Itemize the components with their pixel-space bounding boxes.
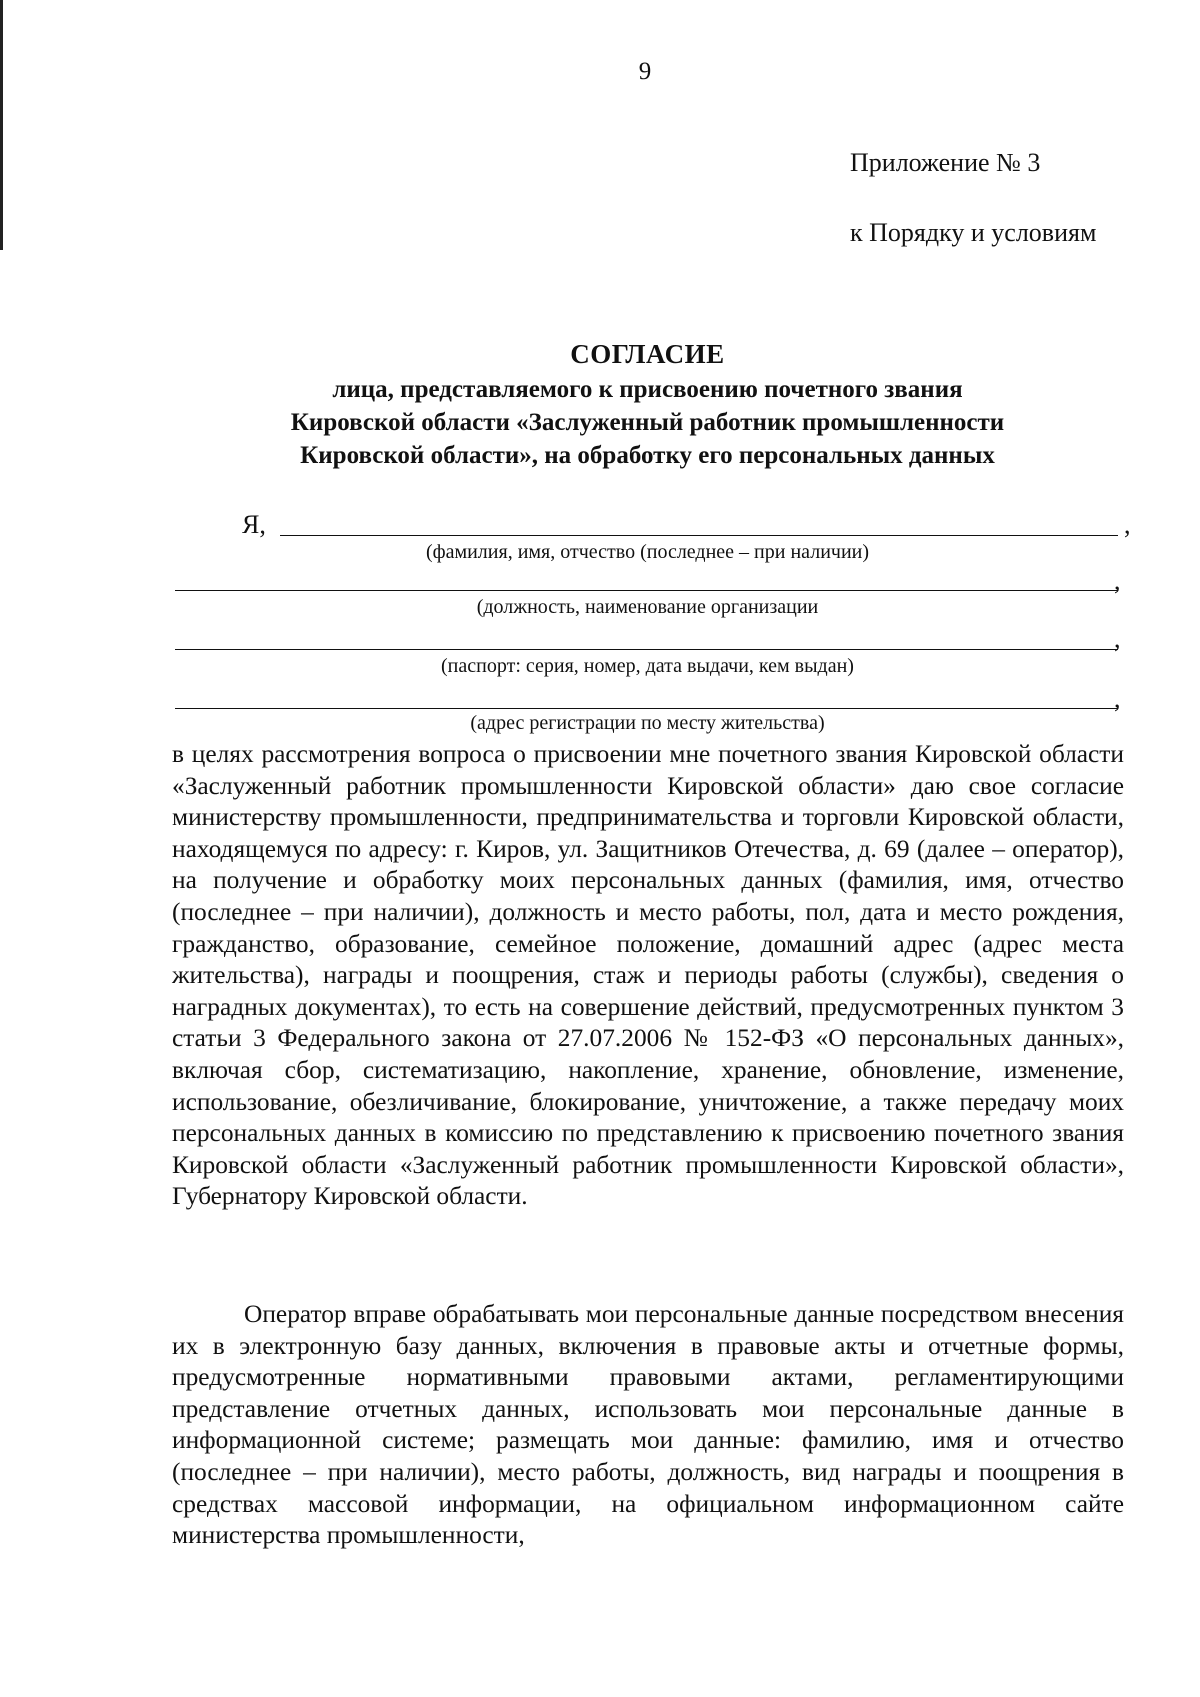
consent-paragraph-1: в целях рассмотрения вопроса о присвоении мне почетного звания Кировской области «Заслуженный работник промышленности Кировской области» даю свое согласие министерству промышленности, предпринимательства и торговли Кировской области, находящемуся по адресу: г. Киров, ул. Защитников Отечества, д. 69 (далее – оператор), на получение и обработку моих персональных данных (фамилия, имя, отчество (последнее – при наличии), должность и место работы, пол, дата и место рождения, гражданство, образование, семейное положение, домашний адрес (адрес места жительства), награды и поощрения, стаж и периоды работы (службы), сведения о наградных документах), то есть на совершение действий, предусмотренных пунктом 3 статьи 3 Федерального закона от 27.07.2006 № 152-ФЗ «О персональных данных», включая сбор, систематизацию, накопление, хранение, обновление, изменение, использование, обезличивание, блокирование, уничтожение, а также передачу моих персональных данных в комиссию по представлению к присвоению почетного звания Кировской области «Заслуженный работник промышленности Кировской области», Губернатору Кировской области. (172, 740, 1124, 1211)
form-comma-3: , (1114, 624, 1121, 653)
form-line-address (175, 708, 1118, 709)
page-number: 9 (638, 58, 652, 85)
form-line-name (280, 535, 1118, 536)
form-prefix-ya: Я, (242, 510, 266, 539)
form-comma-1: , (1124, 510, 1131, 539)
appendix-reference: к Порядку и условиям (850, 218, 1097, 247)
document-title (170, 338, 1125, 472)
form-line-position (175, 590, 1118, 591)
caption-position: (должность, наименование организации (476, 596, 819, 618)
form-comma-2: , (1114, 566, 1121, 595)
title-subtitle-line-3: Кировской области», на обработку его персональных данных (300, 442, 995, 469)
consent-paragraph-2: Оператор вправе обрабатывать мои персональные данные посредством внесения их в электронную базу данных, включения в правовые акты и отчетные формы, предусмотренные нормативными правовыми актами, регламентирующими представление отчетных данных, использовать мои персональные данные в информационной системе; размещать мои данные: фамилию, имя и отчество (последнее – при наличии), место работы, должность, вид награды и поощрения в средствах массовой информации, на официальном информационном сайте министерства промышленности, (172, 1300, 1124, 1550)
caption-address: (адрес регистрации по месту жительства) (470, 712, 825, 734)
title-subtitle-line-1: лица, представляемого к присвоению почетного звания (332, 376, 963, 403)
title-subtitle-line-2: Кировской области «Заслуженный работник промышленности (290, 409, 1005, 436)
form-line-passport (175, 649, 1118, 650)
appendix-label: Приложение № 3 (850, 148, 1041, 177)
title-main: СОГЛАСИЕ (570, 339, 725, 369)
caption-name: (фамилия, имя, отчество (последнее – при наличии) (425, 541, 870, 563)
form-comma-4: , (1114, 684, 1121, 713)
caption-passport: (паспорт: серия, номер, дата выдачи, кем выдан) (441, 655, 854, 677)
scan-edge-mark (0, 0, 3, 250)
